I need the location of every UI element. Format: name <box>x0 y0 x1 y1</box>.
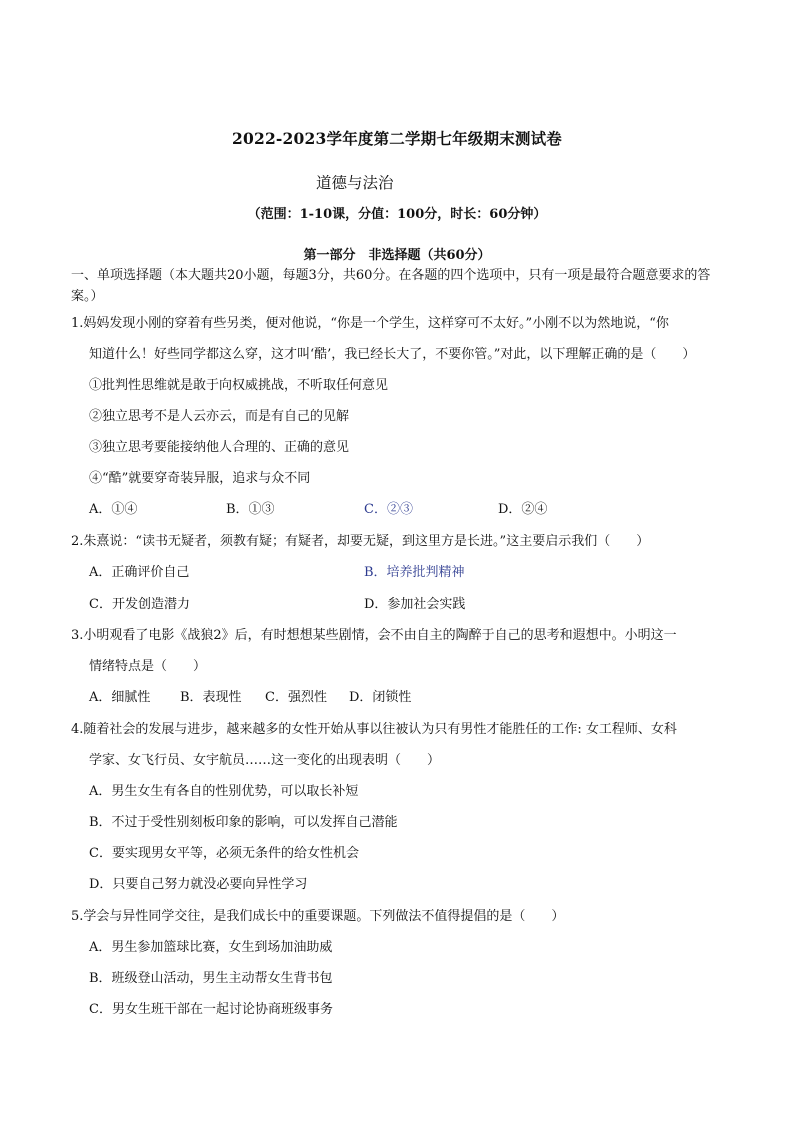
question-3-stem-cont: 情绪特点是（ ） <box>89 659 207 674</box>
question-3-option-d: D．闭锁性 <box>349 690 412 705</box>
question-5-option-c: C．男女生班干部在一起讨论协商班级事务 <box>89 1002 333 1017</box>
question-3-option-b: B．表现性 <box>180 690 242 705</box>
question-4-stem: 4.随着社会的发展与进步，越来越多的女性开始从事以往被认为只有男性才能胜任的工作: 女工程师、女科 <box>71 722 677 737</box>
question-5-stem: 5.学会与异性同学交往，是我们成长中的重要课题。下列做法不值得提倡的是（ ） <box>71 909 565 924</box>
question-1-statement: ①批判性思维就是敢于向权威挑战，不听取任何意见 <box>89 378 389 393</box>
question-4-stem-cont: 学家、女飞行员、女宇航员……这一变化的出现表明（ ） <box>89 753 441 768</box>
question-4-option-b: B．不过于受性别刻板印象的影响，可以发挥自己潜能 <box>89 815 398 830</box>
question-1-statement: ②独立思考不是人云亦云，而是有自己的见解 <box>89 409 350 424</box>
question-4-option-c: C．要实现男女平等，必须无条件的给女性机会 <box>89 846 359 861</box>
question-1-statement: ③独立思考要能接纳他人合理的、正确的意见 <box>89 440 350 455</box>
section-instructions: 一、单项选择题（本大题共20小题，每题3分，共60分。在各题的四个选项中，只有一项是最符合题意要求的答案。） <box>71 268 711 304</box>
exam-title: 2022-2023学年度第二学期七年级期末测试卷 <box>231 129 562 148</box>
question-2-stem: 2.朱熹说：“读书无疑者，须教有疑；有疑者，却要无疑，到这里方是长进。”这主要启示我们（ ） <box>71 534 650 549</box>
question-1-stem-cont: 知道什么！好些同学都这么穿，这才叫‘酷’，我已经长大了，不要你管。”对此，以下理解正确的是（ ） <box>89 347 696 362</box>
question-5-option-a: A．男生参加篮球比赛，女生到场加油助威 <box>89 940 333 955</box>
question-3-stem: 3.小明观看了电影《战狼2》后，有时想想某些剧情，会不由自主的陶醉于自己的思考和遐想中。小明这一 <box>71 628 677 643</box>
question-1-option-c: C．②③ <box>364 502 413 517</box>
question-1-option-d: D．②④ <box>498 502 548 517</box>
question-2-option-b: B．培养批判精神 <box>364 565 465 580</box>
question-3-option-c: C．强烈性 <box>265 690 327 705</box>
question-2-option-d: D．参加社会实践 <box>364 597 466 612</box>
question-3-option-a: A．细腻性 <box>89 690 151 705</box>
question-2-option-a: A．正确评价自己 <box>89 565 190 580</box>
question-1-option-b: B．①③ <box>226 502 275 517</box>
question-5-option-b: B．班级登山活动，男生主动帮女生背书包 <box>89 971 333 986</box>
part-title: 第一部分 非选择题（共60分） <box>303 248 491 263</box>
question-1-option-a: A．①④ <box>89 502 138 517</box>
question-1-statement: ④“酷”就要穿奇装异服，追求与众不同 <box>89 471 311 486</box>
question-4-option-a: A．男生女生有各自的性别优势，可以取长补短 <box>89 784 359 799</box>
question-1-stem: 1.妈妈发现小刚的穿着有些另类，便对他说，“你是一个学生，这样穿可不太好。”小刚不以为然地说，“你 <box>71 316 669 331</box>
question-2-option-c: C．开发创造潜力 <box>89 597 190 612</box>
subject-title: 道德与法治 <box>316 174 394 192</box>
question-4-option-d: D．只要自己努力就没必要向异性学习 <box>89 877 308 892</box>
exam-scope: （范围：1-10课，分值：100分，时长：60分钟） <box>247 207 547 222</box>
